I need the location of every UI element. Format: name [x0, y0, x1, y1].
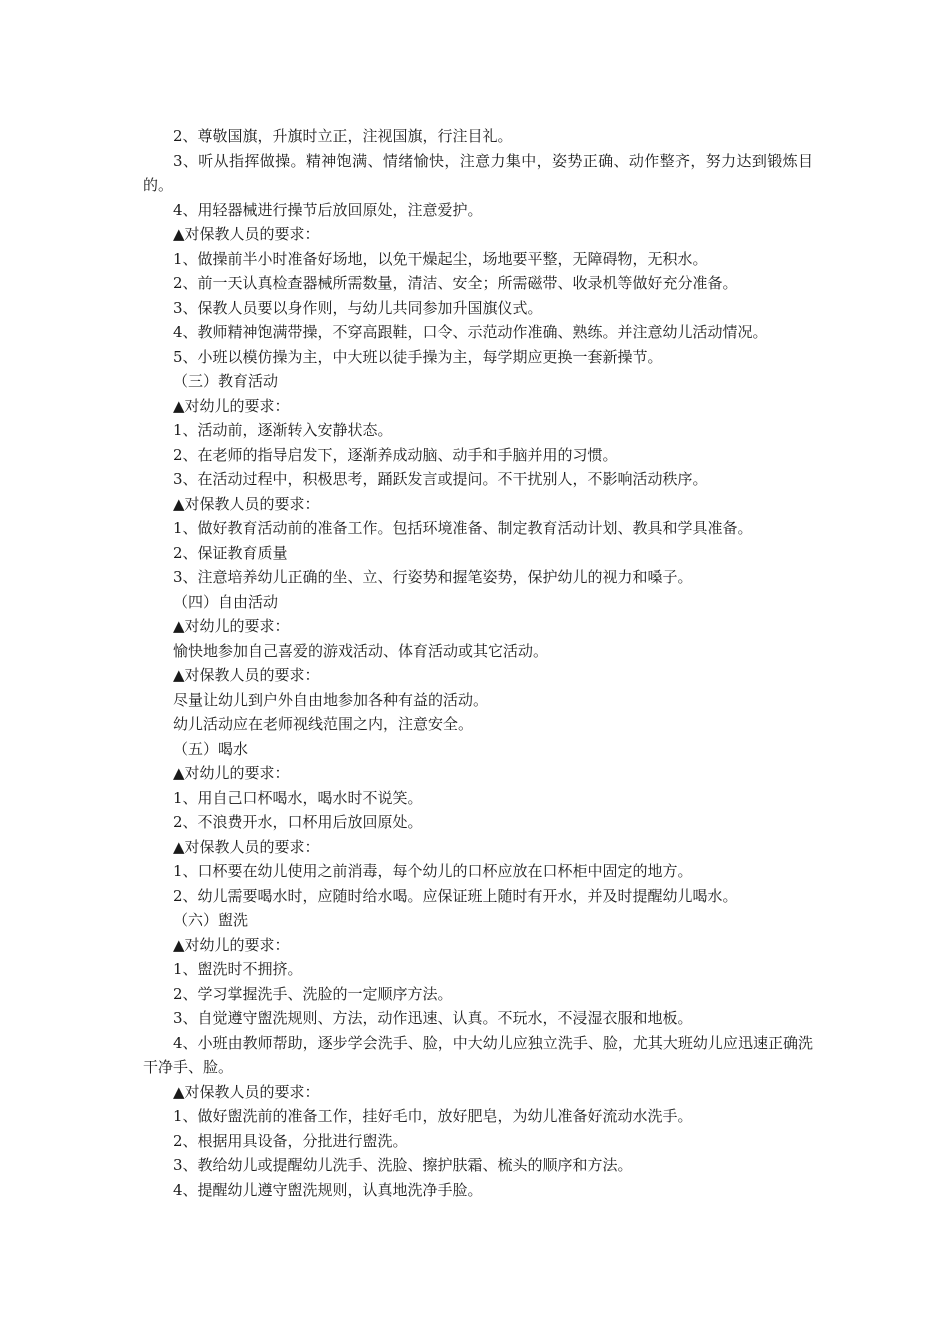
paragraph-14: 3、在活动过程中，积极思考，踊跃发言或提问。不干扰别人，不影响活动秩序。 — [173, 470, 708, 488]
paragraph-28: 2、不浪费开水，口杯用后放回原处。 — [173, 813, 423, 831]
paragraph-7: 3、保教人员要以身作则，与幼儿共同参加升国旗仪式。 — [173, 298, 543, 317]
paragraph-21: 愉快地参加自己喜爱的游戏活动、体育活动或其它活动。 — [173, 641, 549, 660]
section-heading: ▲对保教人员的要求： — [173, 666, 320, 684]
paragraph-9: 5、小班以模仿操为主，中大班以徒手操为主，每学期应更换一套新操节。 — [173, 347, 663, 366]
paragraph-13: 2、在老师的指导启发下，逐渐养成动脑、动手和手脑并用的习惯。 — [173, 445, 618, 464]
paragraph-30: 1、口杯要在幼儿使用之前消毒，每个幼儿的口杯应放在口杯柜中固定的地方。 — [173, 862, 693, 880]
section-title-drinking: （五）喝水 — [173, 739, 249, 758]
paragraph-16: 1、做好教育活动前的准备工作。包括环境准备、制定教育活动计划、教具和学具准备。 — [173, 519, 753, 537]
paragraph-6: 2、前一天认真检查器械所需数量，清洁、安全；所需磁带、收录机等做好充分准备。 — [173, 274, 738, 292]
section-heading: ▲对保教人员的要求： — [173, 225, 320, 243]
paragraph-41: 3、教给幼儿或提醒幼儿洗手、洗脸、擦护肤霜、梳头的顺序和方法。 — [173, 1156, 633, 1174]
paragraph-34: 1、盥洗时不拥挤。 — [173, 960, 303, 978]
paragraph-40: 2、根据用具设备，分批进行盥洗。 — [173, 1131, 408, 1150]
paragraph-37: 4、小班由教师帮助，逐步学会洗手、脸，中大幼儿应独立洗手、脸，尤其大班幼儿应迅速正确洗干净手、脸。 — [143, 1033, 813, 1076]
paragraph-36: 3、自觉遵守盥洗规则、方法，动作迅速、认真。不玩水，不浸湿衣服和地板。 — [173, 1009, 693, 1027]
section-title-education: （三）教育活动 — [173, 372, 279, 390]
document-body — [143, 124, 813, 1202]
paragraph-27: 1、用自己口杯喝水，喝水时不说笑。 — [173, 788, 423, 807]
paragraph-24: 幼儿活动应在老师视线范围之内，注意安全。 — [173, 715, 474, 733]
paragraph-17: 2、保证教育质量 — [173, 543, 288, 562]
paragraph-18: 3、注意培养幼儿正确的坐、立、行姿势和握笔姿势，保护幼儿的视力和嗓子。 — [173, 568, 693, 586]
paragraph-31: 2、幼儿需要喝水时，应随时给水喝。应保证班上随时有开水，并及时提醒幼儿喝水。 — [173, 886, 738, 905]
paragraph-1: 2、尊敬国旗，升旗时立正，注视国旗，行注目礼。 — [173, 127, 513, 145]
section-title-washing: （六）盥洗 — [173, 911, 249, 929]
section-heading: ▲对幼儿的要求： — [173, 617, 290, 635]
section-heading: ▲对保教人员的要求： — [173, 494, 320, 513]
paragraph-5: 1、做操前半小时准备好场地，以免干燥起尘，场地要平整，无障碍物，无积水。 — [173, 249, 708, 268]
paragraph-2: 3、听从指挥做操。精神饱满、情绪愉快，注意力集中，姿势正确、动作整齐，努力达到锻炼目的。 — [143, 151, 813, 194]
section-heading: ▲对幼儿的要求： — [173, 935, 290, 954]
section-heading: ▲对保教人员的要求： — [173, 1082, 320, 1101]
section-heading: ▲对保教人员的要求： — [173, 837, 320, 856]
section-title-free-activity: （四）自由活动 — [173, 592, 279, 611]
paragraph-39: 1、做好盥洗前的准备工作，挂好毛巾，放好肥皂，为幼儿准备好流动水洗手。 — [173, 1107, 693, 1125]
paragraph-3: 4、用轻器械进行操节后放回原处，注意爱护。 — [173, 200, 483, 219]
paragraph-12: 1、活动前，逐渐转入安静状态。 — [173, 421, 393, 439]
paragraph-42: 4、提醒幼儿遵守盥洗规则，认真地洗净手脸。 — [173, 1180, 483, 1199]
section-heading: ▲对幼儿的要求： — [173, 396, 290, 415]
paragraph-35: 2、学习掌握洗手、洗脸的一定顺序方法。 — [173, 984, 453, 1003]
paragraph-8: 4、教师精神饱满带操，不穿高跟鞋，口令、示范动作准确、熟练。并注意幼儿活动情况。 — [173, 323, 768, 341]
section-heading: ▲对幼儿的要求： — [173, 764, 290, 782]
paragraph-23: 尽量让幼儿到户外自由地参加各种有益的活动。 — [173, 690, 489, 709]
